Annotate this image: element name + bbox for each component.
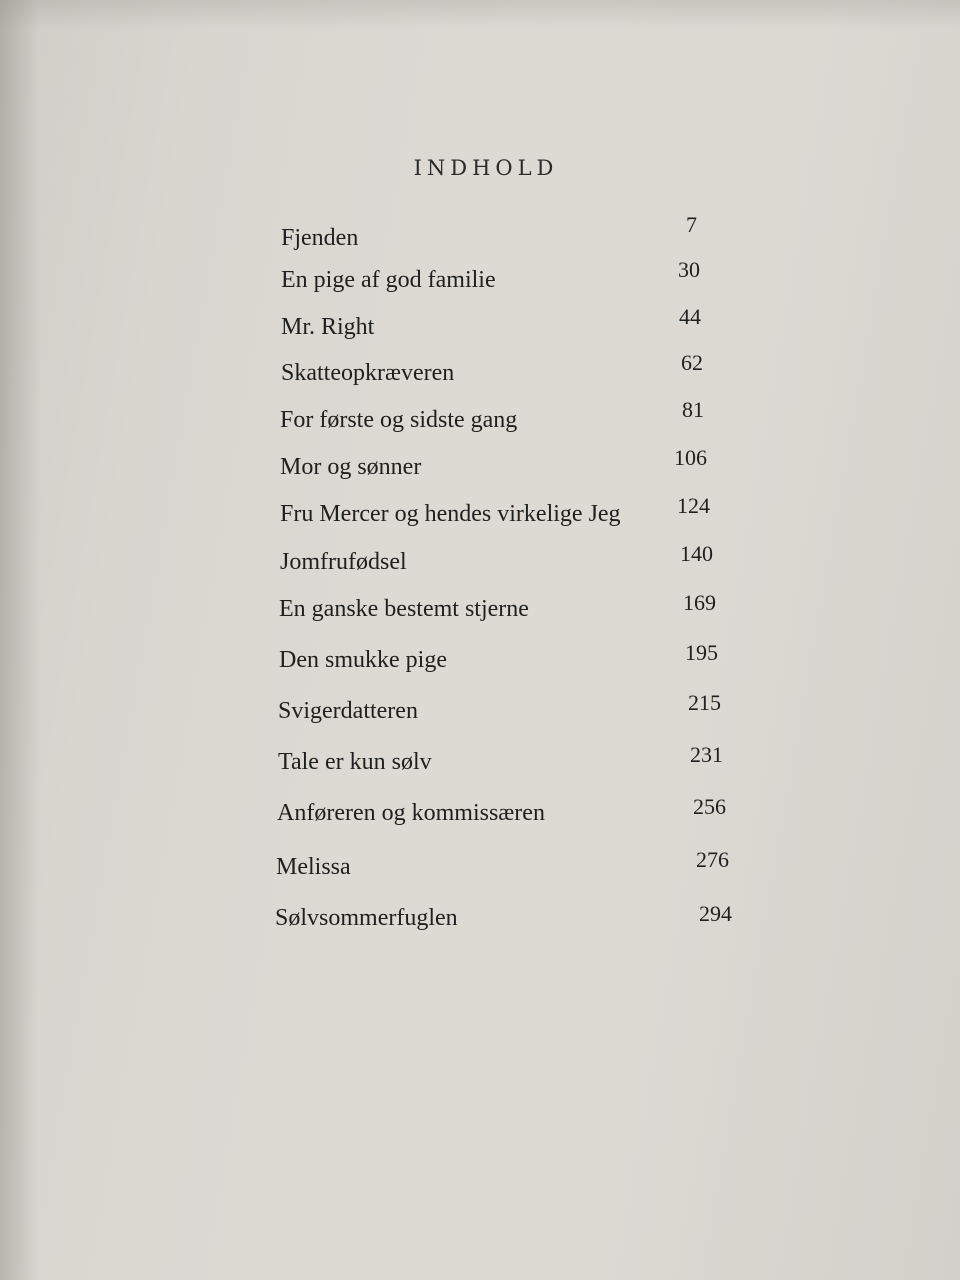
chapter-title: Den smukke pige: [279, 647, 447, 673]
chapter-page: 30: [678, 257, 700, 282]
chapter-title: En pige af god familie: [281, 267, 496, 293]
chapter-page: 124: [677, 493, 710, 518]
chapter-title: Svigerdatteren: [278, 698, 418, 724]
chapter-title: Tale er kun sølv: [278, 749, 432, 775]
chapter-page: 106: [674, 445, 707, 470]
chapter-title: Fjenden: [281, 225, 359, 251]
chapter-title: Skatteopkræveren: [281, 360, 455, 386]
contents-heading: INDHOLD: [413, 156, 559, 180]
chapter-page: 169: [683, 590, 716, 615]
chapter-page: 140: [680, 541, 713, 566]
chapter-page: 215: [688, 690, 721, 715]
chapter-title: Mr. Right: [281, 314, 375, 340]
chapter-page: 231: [690, 742, 723, 767]
chapter-title: For første og sidste gang: [280, 407, 518, 433]
chapter-title: Mor og sønner: [280, 454, 422, 480]
chapter-title: Anføreren og kommissæren: [277, 800, 545, 826]
chapter-page: 276: [696, 847, 729, 872]
chapter-title: Fru Mercer og hendes virkelige Jeg: [280, 501, 621, 527]
chapter-page: 62: [681, 350, 703, 375]
chapter-title: En ganske bestemt stjerne: [279, 596, 529, 622]
chapter-page: 81: [682, 397, 704, 422]
chapter-page: 44: [679, 304, 701, 329]
chapter-page: 294: [699, 901, 732, 926]
chapter-page: 7: [686, 212, 697, 237]
chapter-title: Melissa: [276, 854, 351, 880]
chapter-title: Sølvsommerfuglen: [275, 905, 458, 931]
chapter-page: 195: [685, 640, 718, 665]
chapter-page: 256: [693, 794, 726, 819]
chapter-title: Jomfrufødsel: [280, 549, 407, 575]
